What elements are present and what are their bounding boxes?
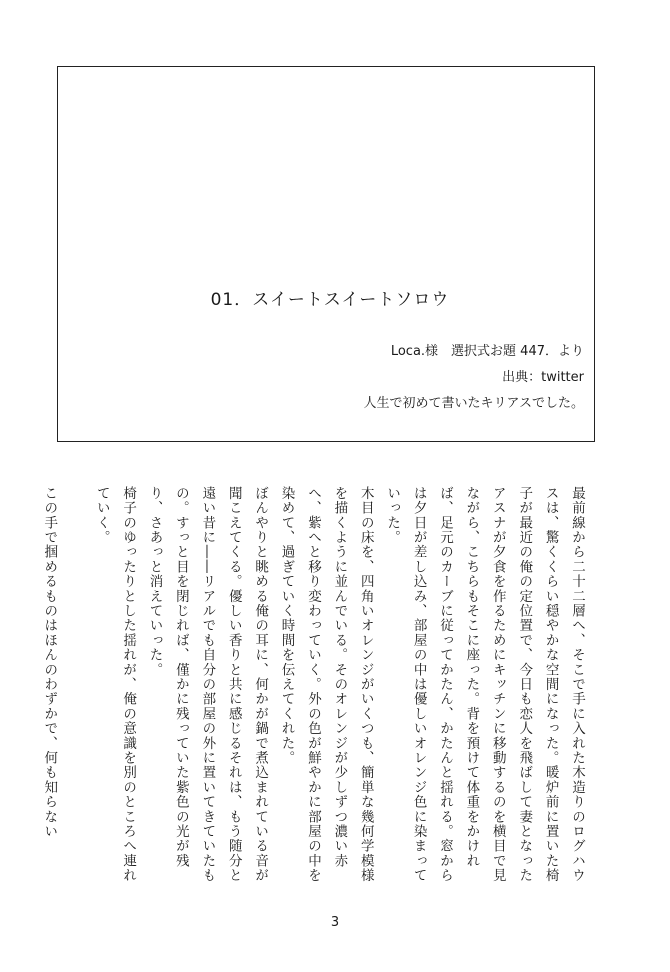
paragraph: 木目の床を、四角いオレンジがいくつも、簡単な幾何学模様を描くように並んでいる。そのオレンジが少しずつ濃い赤へ、紫へと移り変わっていく。外の色が鮮やかに部屋の中を染めて、過ぎていく時間を伝えてくれた。: [278, 486, 374, 883]
paragraph: 最前線から二十二層へ、そこで手に入れた木造りのログハウスは、驚くくらい穏やかな空間になった。暖炉前に置いた椅子が最近の俺の定位置で、今日も恋人を飛ばして妻となったアスナが夕食を作るためにキッチンに移動するのを横目で見ながら、こちらもそこに座った。背を預けて体重をかければ、足元のカーブに従ってかたん、かたんと揺れる。窓からは夕日が差し込み、部屋の中は優しいオレンジ色に染まっていった。: [384, 486, 585, 883]
page-number: 3: [330, 915, 340, 930]
chapter-title-box: [57, 66, 595, 442]
story-body: [41, 486, 590, 886]
paragraph: ぼんやりと眺める俺の耳に、何かが鍋で煮込まれている音が聞こえてくる。優しい香りと共に感じるそれは、もう随分と遠い昔に――リアルでも自分の部屋の外に置いてきていたもの。すっと目を閉じれば、僅かに残っていた紫色の光が残り、さあっと消えていった。: [146, 486, 269, 883]
paragraph: この手で掴めるものはほんのわずかで、何も知らない: [41, 486, 58, 839]
source-line: 出典：twitter: [502, 370, 584, 385]
credits: [364, 339, 584, 417]
credit-line: Loca.様 選択式お題 447．より: [390, 344, 584, 359]
paragraph: 椅子のゆったりとした揺れが、俺の意識を別のところへ連れていく。: [93, 486, 137, 883]
chapter-title: 01．スイートスイートソロウ: [210, 290, 450, 310]
author-note: 人生で初めて書いたキリアスでした。: [363, 396, 584, 411]
